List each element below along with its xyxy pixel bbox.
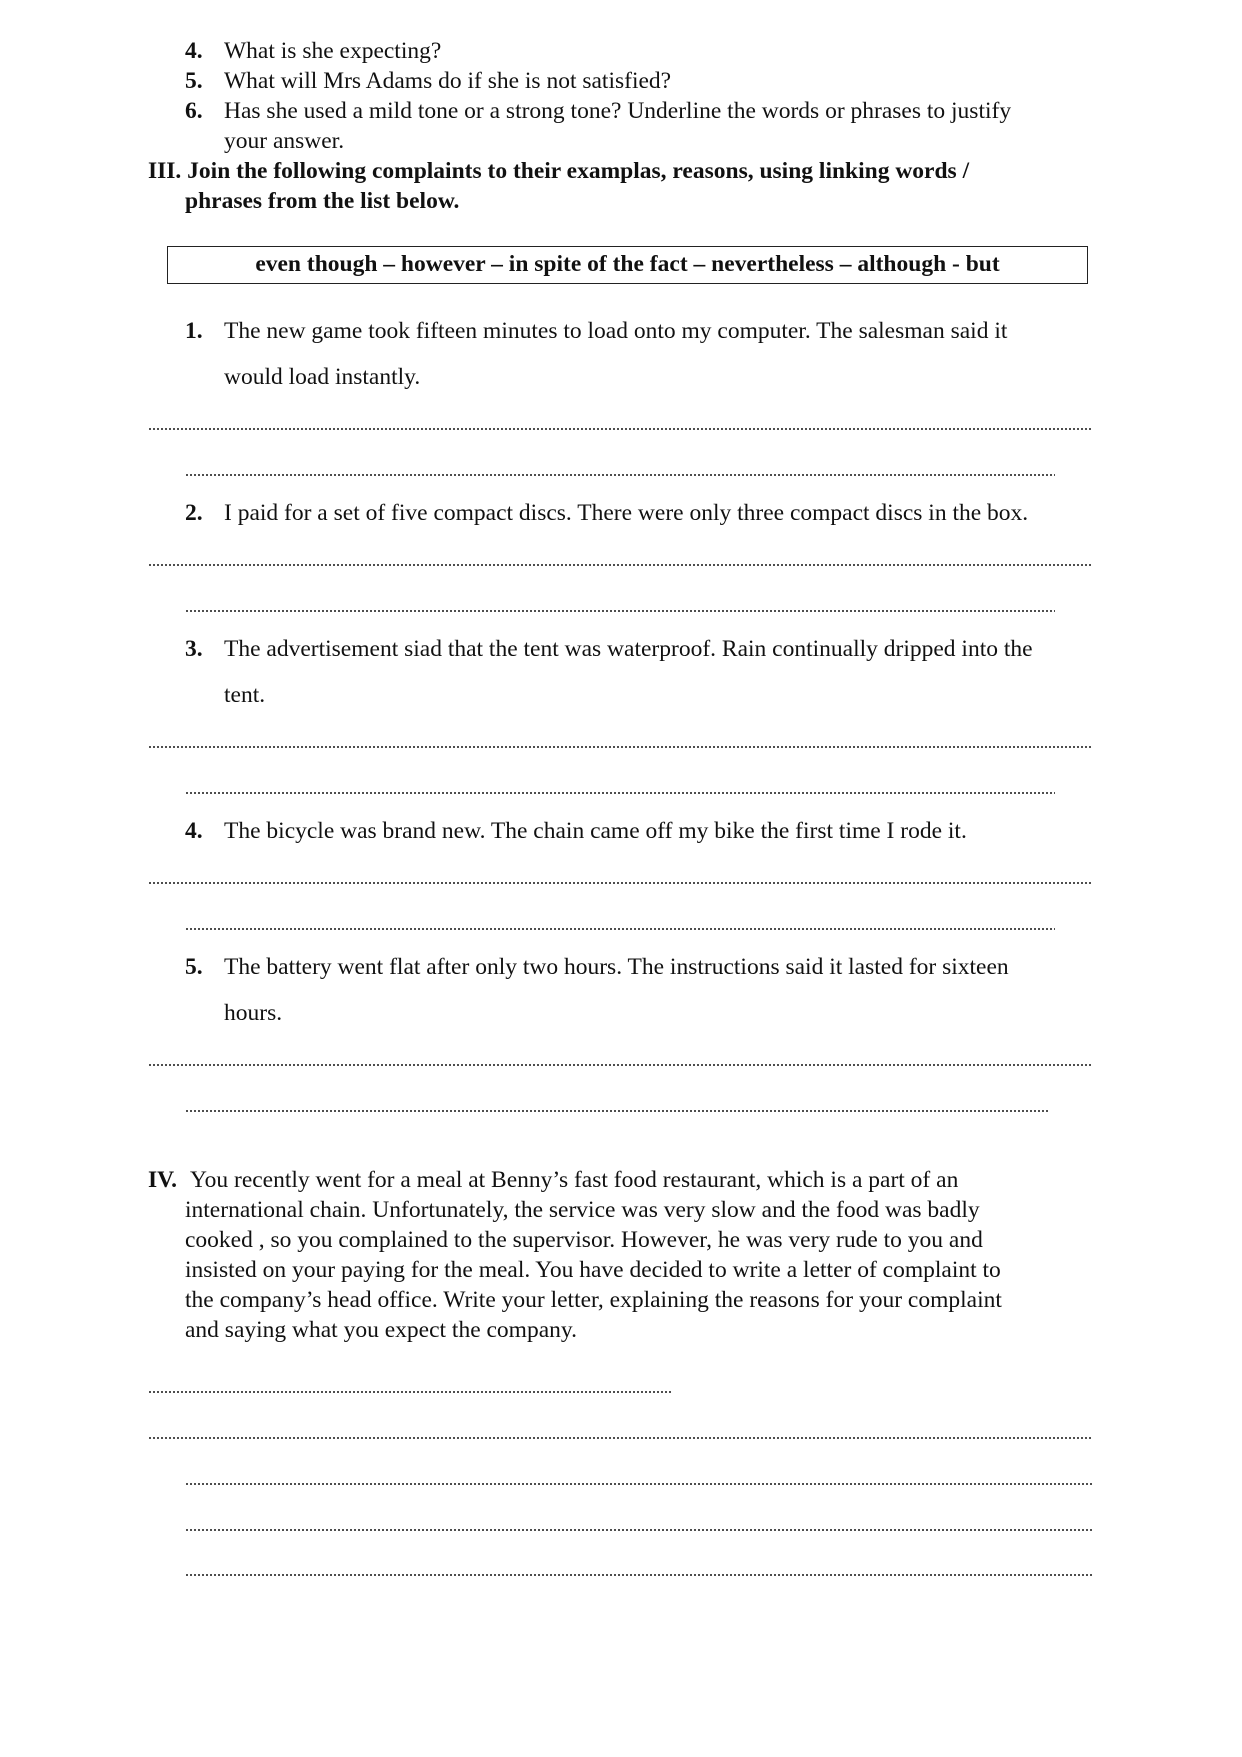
question-text: What will Mrs Adams do if she is not satisfied? [224,68,672,94]
item-number: 2. [185,500,203,526]
section-heading-continued: phrases from the list below. [185,188,460,214]
item-text: The advertisement siad that the tent was waterproof. Rain continually dripped into the [224,636,1033,662]
letter-answer-line[interactable] [185,1573,1092,1577]
prompt-line: the company’s head office. Write your letter, explaining the reasons for your complaint [185,1287,1002,1313]
letter-answer-line[interactable] [185,1528,1092,1532]
letter-answer-line[interactable] [148,1390,673,1394]
question-number: 5. [185,68,203,94]
answer-line[interactable] [185,473,1055,477]
item-text-continued: would load instantly. [224,364,421,390]
answer-line[interactable] [148,427,1092,431]
prompt-line: You recently went for a meal at Benny’s fast food restaurant, which is a part of an [190,1167,959,1193]
item-text: The bicycle was brand new. The chain came off my bike the first time I rode it. [224,818,967,844]
answer-line[interactable] [185,609,1055,613]
item-text-continued: hours. [224,1000,283,1026]
question-text: Has she used a mild tone or a strong tone? Underline the words or phrases to justify [224,98,1012,124]
question-number: 4. [185,38,203,64]
item-number: 5. [185,954,203,980]
linking-words-box: even though – however – in spite of the fact – nevertheless – although - but [167,246,1088,284]
item-number: 1. [185,318,203,344]
prompt-line: international chain. Unfortunately, the service was very slow and the food was badly [185,1197,980,1223]
answer-line[interactable] [148,745,1092,749]
prompt-line: cooked , so you complained to the supervisor. However, he was very rude to you and [185,1227,983,1253]
prompt-line: and saying what you expect the company. [185,1317,577,1343]
answer-line[interactable] [185,927,1055,931]
letter-answer-line[interactable] [185,1482,1092,1486]
question-text: What is she expecting? [224,38,442,64]
answer-line[interactable] [148,881,1092,885]
prompt-line: insisted on your paying for the meal. You have decided to write a letter of complaint to [185,1257,1001,1283]
item-text: The battery went flat after only two hours. The instructions said it lasted for sixteen [224,954,1009,980]
answer-line[interactable] [185,791,1055,795]
answer-line[interactable] [148,1063,1092,1067]
answer-line[interactable] [148,563,1092,567]
question-number: 6. [185,98,203,124]
section-heading: III. Join the following complaints to their examplas, reasons, using linking words / [148,158,970,184]
letter-answer-line[interactable] [148,1436,1092,1440]
answer-line[interactable] [185,1109,1049,1113]
question-text-continued: your answer. [224,128,345,154]
section-label: IV. [148,1167,177,1193]
item-number: 3. [185,636,203,662]
item-text-continued: tent. [224,682,266,708]
item-text: I paid for a set of five compact discs. There were only three compact discs in the box. [224,500,1029,526]
item-text: The new game took fifteen minutes to load onto my computer. The salesman said it [224,318,1008,344]
item-number: 4. [185,818,203,844]
